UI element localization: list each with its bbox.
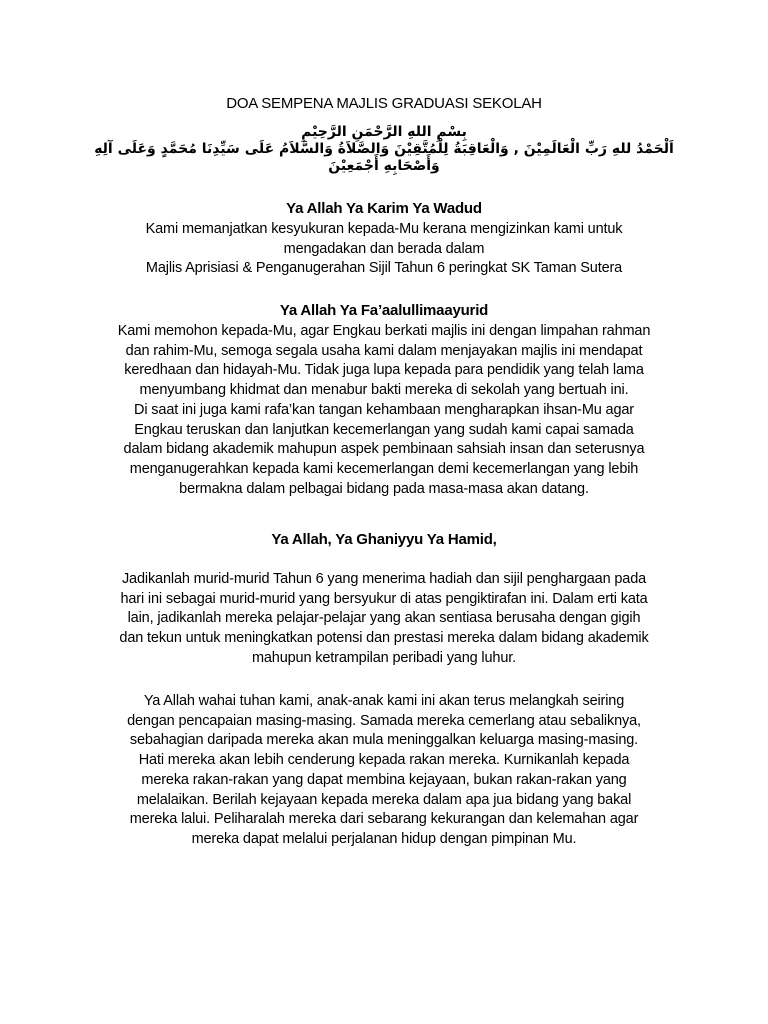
paragraph-line: melalaikan. Berilah kejayaan kepada mereka dalam apa jua bidang yang bakal <box>136 791 632 808</box>
paragraph-line: mereka lalui. Peliharalah mereka dari sebarang kekurangan dan kelemahan agar <box>129 811 639 828</box>
paragraph-line: Di saat ini juga kami rafa’kan tangan kehambaan mengharapkan ihsan-Mu agar <box>134 401 634 418</box>
paragraph-line: lain, jadikanlah mereka pelajar-pelajar yang akan sentiasa berusaha dengan gigih <box>127 610 641 627</box>
section-3-heading: Ya Allah, Ya Ghaniyyu Ya Hamid, <box>271 531 497 548</box>
arabic-praise-line-1: اَلْحَمْدُ للهِ رَبِّ الْعَالَمِيْنَ , وَالْعَاقِبَةُ لِلْمُتَّقِيْنَ وَالصَّلاَةُ وَالسَّلاَمُ عَلَى سَيِّدِنَا مُحَمَّدٍ وَعَلَى آلِهِ <box>94 141 674 157</box>
paragraph-line: hari ini sebagai murid-murid yang bersyukur di atas pengiktirafan ini. Dalam erti kata <box>120 590 648 607</box>
paragraph-line: Kami memanjatkan kesyukuran kepada-Mu kerana mengizinkan kami untuk <box>145 221 623 237</box>
paragraph-line: sebahagian daripada mereka akan mula meninggalkan keluarga masing-masing. <box>129 732 639 749</box>
paragraph-line: bermakna dalam pelbagai bidang pada masa-masa akan datang. <box>179 480 589 497</box>
paragraph-line: menyumbang khidmat dan menabur bakti mereka di sekolah yang bertuah ini. <box>139 382 629 399</box>
paragraph-line: Engkau teruskan dan lanjutkan kecemerlangan yang sudah kami capai samada <box>134 421 634 438</box>
paragraph-line: dan tekun untuk meningkatkan potensi dan prestasi mereka dalam bidang akademik <box>119 630 649 647</box>
arabic-opening <box>90 124 678 175</box>
paragraph-line: menganugerahkan kepada kami kecemerlangan demi kecemerlangan yang lebih <box>129 460 639 477</box>
paragraph-line: Kami memohon kepada-Mu, agar Engkau berkati majlis ini dengan limpahan rahman <box>117 323 651 339</box>
paragraph-line: dan rahim-Mu, semoga segala usaha kami dalam menjayakan majlis ini mendapat <box>125 342 643 359</box>
section-4-paragraph <box>100 692 668 850</box>
paragraph-line: dalam bidang akademik mahupun aspek pembinaan sahsiah insan dan seterusnya <box>123 441 645 458</box>
paragraph-line: mereka rakan-rakan yang dapat membina kejayaan, bukan rakan-rakan yang <box>141 771 627 788</box>
arabic-praise-line-2: وَأَصْحَابِهِ أَجْمَعِيْنَ <box>328 158 440 174</box>
section-3-paragraph <box>100 570 668 669</box>
paragraph-line: Ya Allah wahai tuhan kami, anak-anak kami ini akan terus melangkah seiring <box>143 693 625 709</box>
section-1-heading: Ya Allah Ya Karim Ya Wadud <box>286 200 482 217</box>
document-title: DOA SEMPENA MAJLIS GRADUASI SEKOLAH <box>226 95 542 112</box>
paragraph-line: mengadakan dan berada dalam <box>283 240 485 257</box>
paragraph-line: mereka dapat melalui perjalanan hidup dengan pimpinan Mu. <box>191 830 577 847</box>
paragraph-line: Hati mereka akan lebih cenderung kepada rakan mereka. Kurnikanlah kepada <box>138 752 630 769</box>
paragraph-line: dengan pencapaian masing-masing. Samada mereka cemerlang atau sebaliknya, <box>127 712 641 729</box>
section-2-paragraph <box>100 322 668 499</box>
paragraph-line: Majlis Aprisiasi & Penganugerahan Sijil Tahun 6 peringkat SK Taman Sutera <box>145 260 623 277</box>
arabic-basmala: بِسْمِ اللهِ الرَّحْمَنِ الرَّحِيْمِ <box>301 124 467 140</box>
paragraph-line: Jadikanlah murid-murid Tahun 6 yang menerima hadiah dan sijil penghargaan pada <box>121 571 647 587</box>
paragraph-line: keredhaan dan hidayah-Mu. Tidak juga lupa kepada para pendidik yang telah lama <box>124 362 644 379</box>
section-1-paragraph <box>100 220 668 279</box>
section-2-heading: Ya Allah Ya Fa’aalullimaayurid <box>279 302 489 319</box>
paragraph-line: mahupun ketrampilan peribadi yang luhur. <box>251 649 517 666</box>
